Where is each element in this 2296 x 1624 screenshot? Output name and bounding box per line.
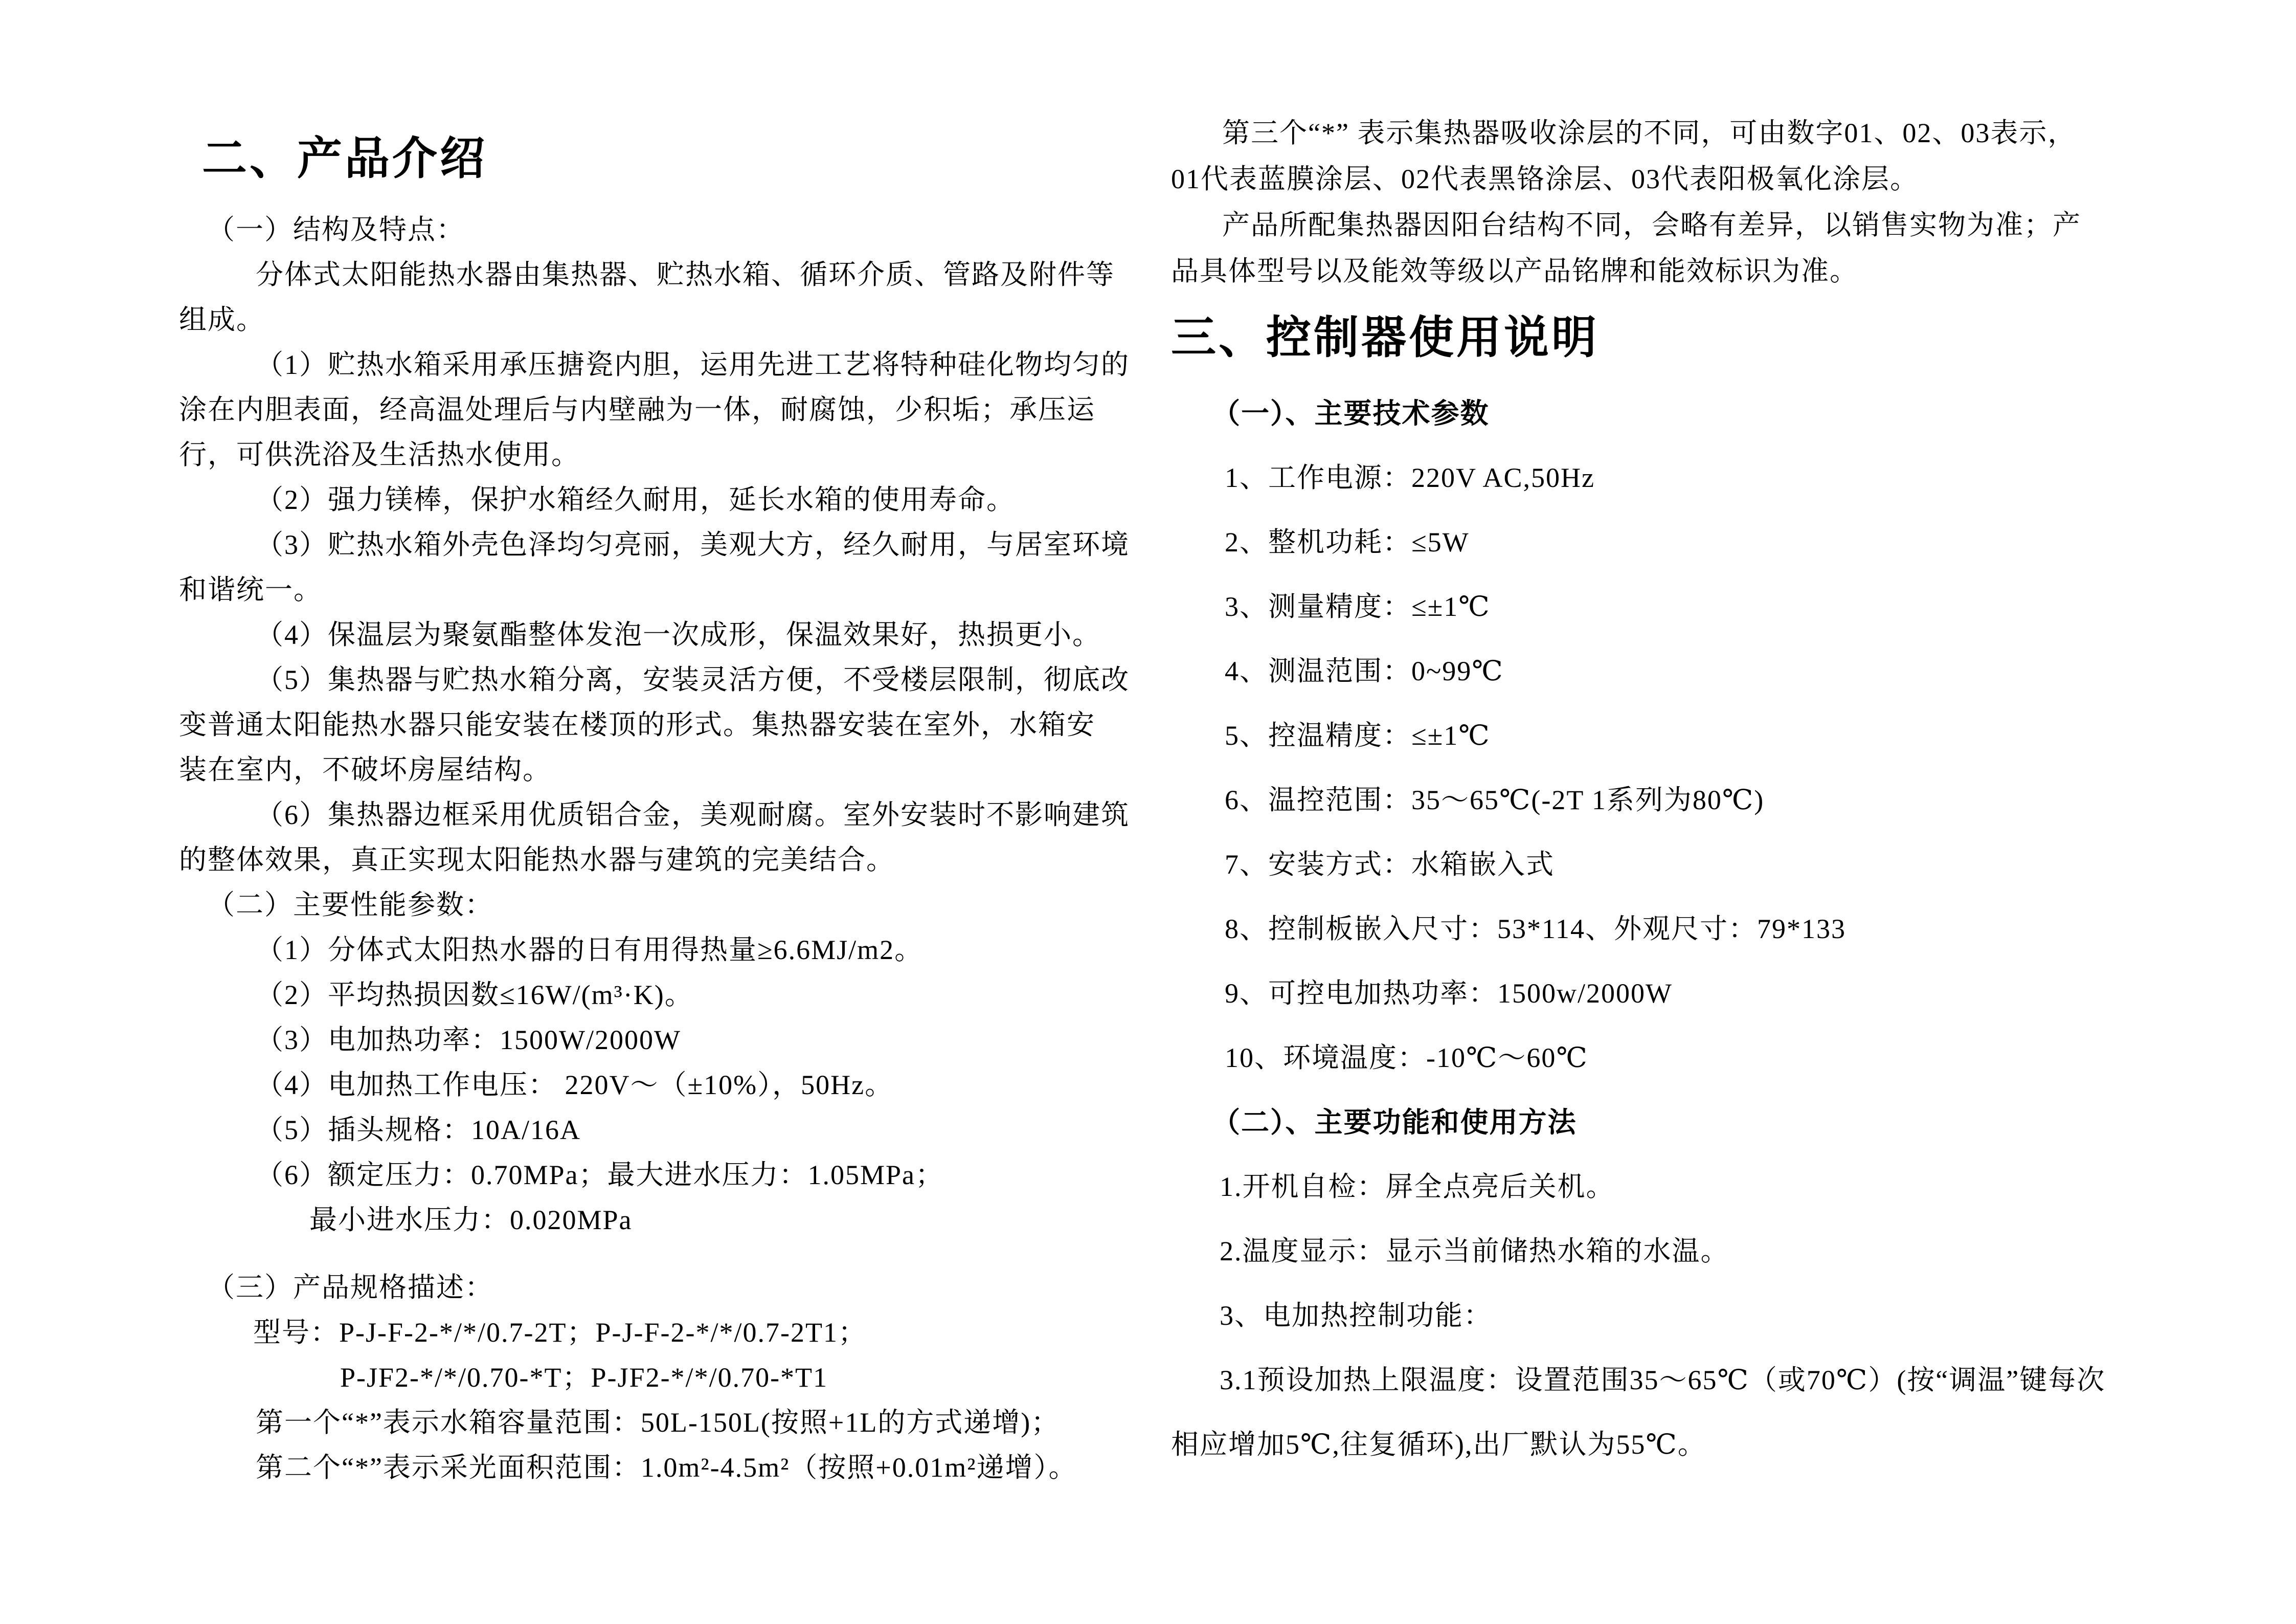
text-line: （5）集热器与贮热水箱分离，安装灵活方便，不受楼层限制，彻底改	[256, 664, 1130, 695]
section-title-product-intro: 二、产品介绍	[202, 132, 488, 185]
text-line: 2.温度显示：显示当前储热水箱的水温。	[1220, 1236, 1729, 1266]
left-column-text	[179, 207, 1197, 1490]
text-line: 10、环境温度：-10℃～60℃	[1225, 1042, 1588, 1073]
text-line: （2）强力镁棒，保护水箱经久耐用，延长水箱的使用寿命。	[256, 484, 1015, 515]
text-line: 的整体效果，真正实现太阳能热水器与建筑的完美结合。	[179, 844, 895, 875]
text-line: 6、温控范围：35～65℃(-2T 1系列为80℃)	[1225, 785, 1765, 815]
text-line: 产品所配集热器因阳台结构不同，会略有差异，以销售实物为准；产	[1222, 210, 2081, 240]
right-column-intro-text	[1171, 110, 2199, 294]
text-line: 3.1预设加热上限温度：设置范围35～65℃（或70℃）(按“调温”键每次	[1220, 1365, 2106, 1395]
text-line: 第二个“*”表示采光面积范围：1.0m²-4.5m²（按照+0.01m²递增）。	[256, 1452, 1077, 1483]
text-line: （4）电加热工作电压： 220V～（±10%），50Hz。	[256, 1070, 894, 1100]
text-line: 最小进水压力：0.020MPa	[309, 1205, 633, 1235]
text-line: 装在室内，不破坏房屋结构。	[179, 754, 551, 785]
left-column	[179, 130, 1197, 1490]
text-line: （一）、主要技术参数	[1212, 397, 1490, 430]
text-line: 型号：P-J-F-2-*/*/0.7-2T；P-J-F-2-*/*/0.7-2T1；	[253, 1317, 867, 1348]
text-line: （6）额定压力：0.70MPa；最大进水压力：1.05MPa；	[256, 1160, 944, 1190]
text-line: 1、工作电源：220V AC,50Hz	[1225, 462, 1595, 493]
text-line: （1）贮热水箱采用承压搪瓷内胆，运用先进工艺将特种硅化物均匀的	[256, 349, 1130, 380]
text-line: 9、可控电加热功率：1500w/2000W	[1225, 978, 1673, 1009]
text-line: 7、安装方式：水箱嵌入式	[1225, 849, 1555, 880]
text-line: 涂在内胆表面，经高温处理后与内壁融为一体，耐腐蚀，少积垢；承压运	[179, 394, 1095, 425]
text-line: 3、测量精度：≤±1℃	[1225, 591, 1491, 622]
text-line: 相应增加5℃,往复循环),出厂默认为55℃。	[1171, 1429, 1706, 1460]
text-line: 2、整机功耗：≤5W	[1225, 527, 1470, 558]
section-title-controller-instructions: 三、控制器使用说明	[1171, 311, 1600, 364]
text-line: 第三个“*” 表示集热器吸收涂层的不同，可由数字01、02、03表示，	[1222, 118, 2077, 148]
text-line: 1.开机自检：屏全点亮后关机。	[1220, 1171, 1615, 1202]
text-line: 品具体型号以及能效等级以产品铭牌和能效标识为准。	[1171, 256, 1858, 286]
text-line: 8、控制板嵌入尺寸：53*114、外观尺寸：79*133	[1225, 914, 1846, 944]
text-line: 4、测温范围：0~99℃	[1225, 656, 1504, 686]
text-line: （1）分体式太阳热水器的日有用得热量≥6.6MJ/m2。	[256, 935, 924, 965]
text-line: 第一个“*”表示水箱容量范围：50L-150L(按照+1L的方式递增)；	[256, 1407, 1060, 1438]
text-line: 分体式太阳能热水器由集热器、贮热水箱、循环介质、管路及附件等	[256, 259, 1115, 290]
text-line: （三）产品规格描述：	[207, 1272, 493, 1303]
text-line: 行，可供洗浴及生活热水使用。	[179, 439, 580, 470]
right-column	[1171, 110, 2199, 1477]
text-line: P-JF2-*/*/0.70-*T；P-JF2-*/*/0.70-*T1	[340, 1362, 828, 1393]
text-line: （4）保温层为聚氨酯整体发泡一次成形，保温效果好，热损更小。	[256, 619, 1101, 650]
text-line: （二）、主要功能和使用方法	[1212, 1106, 1577, 1139]
text-line: （3）电加热功率：1500W/2000W	[256, 1025, 681, 1055]
text-line: 组成。	[179, 304, 265, 335]
text-line: （3）贮热水箱外壳色泽均匀亮丽，美观大方，经久耐用，与居室环境	[256, 529, 1130, 560]
right-column-text	[1171, 381, 2199, 1477]
text-line: 3、电加热控制功能：	[1220, 1300, 1492, 1331]
text-line: （二）主要性能参数：	[207, 889, 493, 920]
text-line: 01代表蓝膜涂层、02代表黑铬涂层、03代表阳极氧化涂层。	[1171, 164, 1919, 194]
text-line: （5）插头规格：10A/16A	[256, 1115, 581, 1145]
text-line: （2）平均热损因数≤16W/(m³·K)。	[256, 980, 693, 1010]
text-line: 变普通太阳能热水器只能安装在楼顶的形式。集热器安装在室外，水箱安	[179, 709, 1095, 740]
text-line: 和谐统一。	[179, 574, 322, 605]
text-line: （一）结构及特点：	[207, 214, 465, 245]
text-line: 5、控温精度：≤±1℃	[1225, 720, 1491, 751]
text-line: （6）集热器边框采用优质铝合金，美观耐腐。室外安装时不影响建筑	[256, 799, 1130, 830]
